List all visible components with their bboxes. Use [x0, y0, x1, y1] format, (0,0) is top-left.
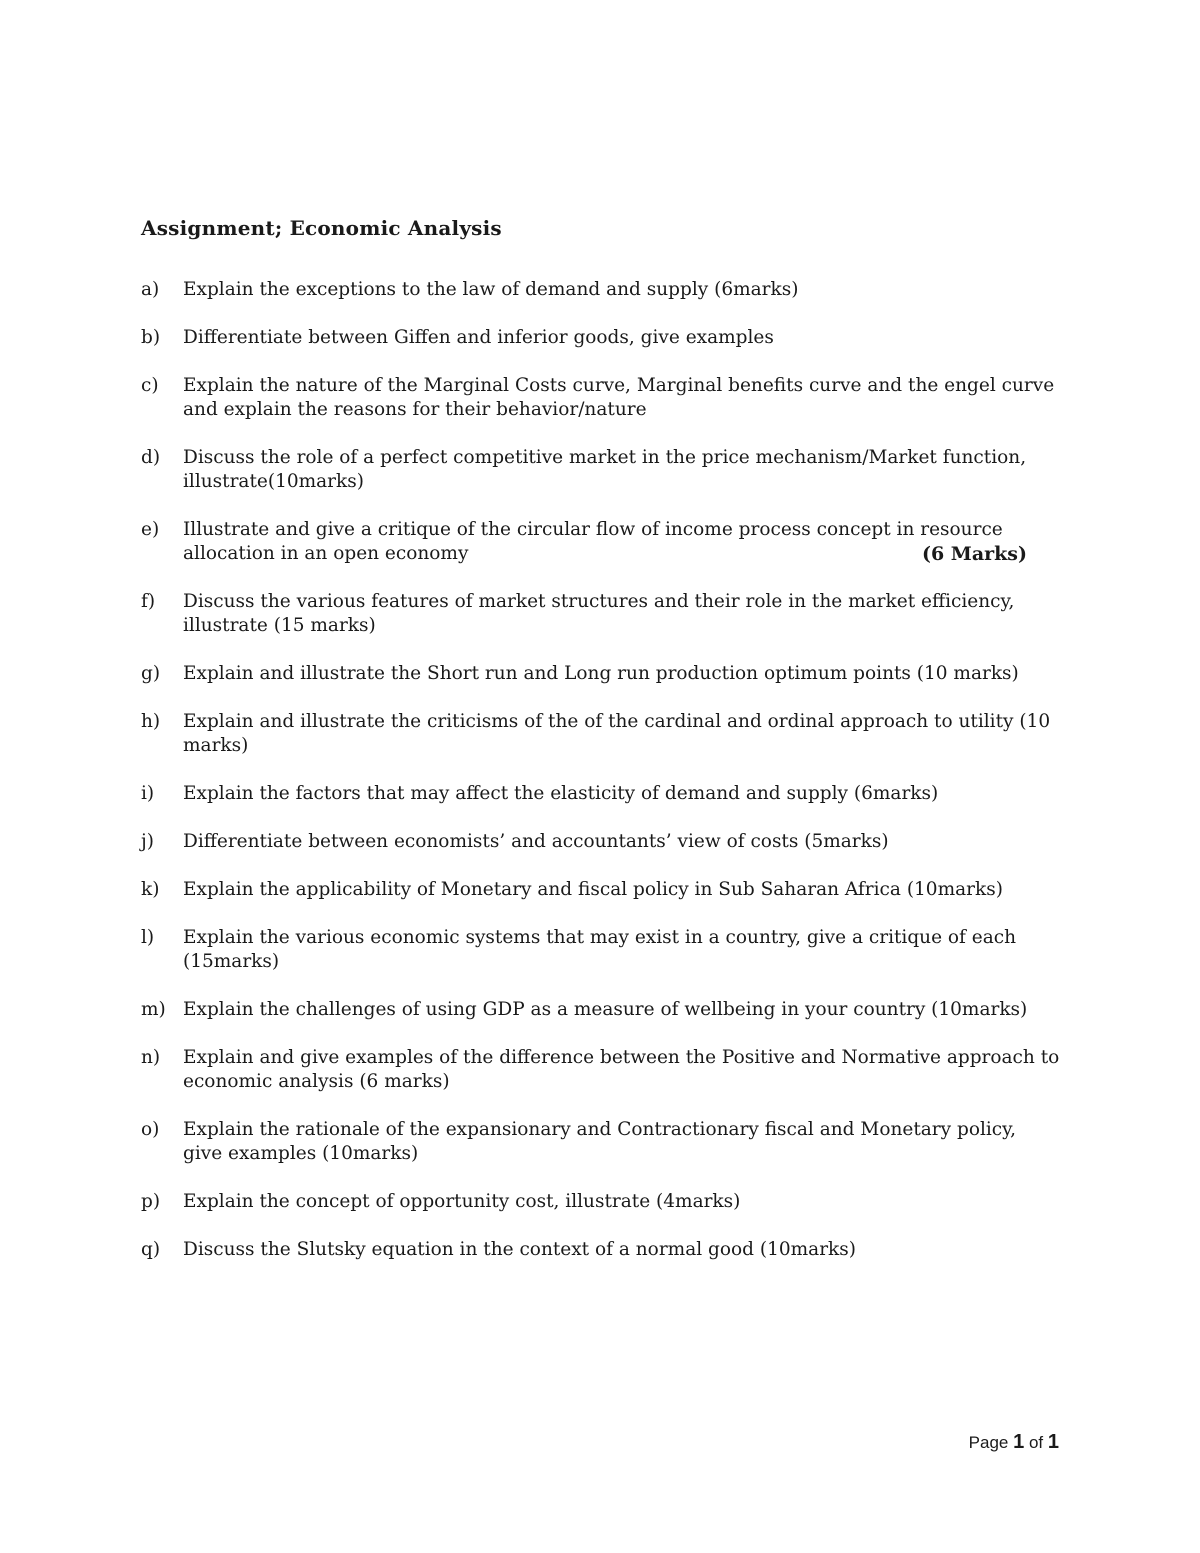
question-item	[141, 1118, 1061, 1166]
question-text: Discuss the Slutsky equation in the context of a normal good (10marks)	[183, 1239, 856, 1260]
question-item	[141, 1046, 1061, 1094]
question-text: Explain the applicability of Monetary and fiscal policy in Sub Saharan Africa (10marks)	[183, 879, 1003, 900]
question-letter: f)	[141, 591, 156, 612]
question-letter: q)	[141, 1239, 161, 1260]
total-pages-number: 1	[1047, 1431, 1059, 1453]
question-text: Explain the factors that may affect the elasticity of demand and supply (6marks)	[183, 783, 939, 804]
question-text: Differentiate between Giffen and inferior goods, give examples	[183, 327, 774, 348]
question-letter: c)	[141, 375, 159, 396]
question-item	[141, 998, 1061, 1022]
question-letter: p)	[141, 1191, 161, 1212]
question-item	[141, 662, 1061, 686]
question-letter: b)	[141, 327, 161, 348]
question-letter: i)	[141, 783, 155, 804]
question-letter: o)	[141, 1119, 160, 1140]
question-item	[141, 710, 1061, 758]
page-title: Assignment; Economic Analysis	[141, 216, 502, 240]
question-text: Explain and illustrate the Short run and Long run production optimum points (10 marks)	[183, 663, 1019, 684]
question-text: Explain the concept of opportunity cost, illustrate (4marks)	[183, 1191, 741, 1212]
question-marks: (6 Marks)	[921, 543, 1027, 565]
page-label: Page	[968, 1433, 1009, 1452]
question-text: Explain the various economic systems that may exist in a country, give a critique of each (15marks)	[183, 927, 1017, 972]
question-text: Differentiate between economists’ and accountants’ view of costs (5marks)	[183, 831, 889, 852]
question-text: Discuss the role of a perfect competitive market in the price mechanism/Market function, illustrate(10marks)	[183, 447, 1027, 492]
question-item	[141, 326, 1061, 350]
question-text: Discuss the various features of market structures and their role in the market efficiency, illustrate (15 marks)	[183, 591, 1015, 636]
question-letter: g)	[141, 663, 161, 684]
question-text: Explain the nature of the Marginal Costs curve, Marginal benefits curve and the engel curve and explain the reasons for their behavior/nature	[183, 375, 1055, 420]
question-text: Explain and give examples of the difference between the Positive and Normative approach to economic analysis (6 marks)	[183, 1047, 1060, 1092]
question-letter: l)	[141, 927, 155, 948]
question-item	[141, 830, 1061, 854]
question-item	[141, 374, 1061, 422]
question-letter: d)	[141, 447, 161, 468]
question-text: Illustrate and give a critique of the circular flow of income process concept in resource allocation in an open economy	[183, 519, 1003, 564]
question-item	[141, 590, 1061, 638]
question-item	[141, 782, 1061, 806]
question-text: Explain the exceptions to the law of demand and supply (6marks)	[183, 279, 799, 300]
current-page-number: 1	[1013, 1431, 1025, 1453]
of-label: of	[1028, 1433, 1044, 1452]
question-letter: a)	[141, 279, 160, 300]
question-letter: j)	[141, 831, 154, 852]
question-item	[141, 518, 1061, 566]
question-text: Explain the rationale of the expansionary and Contractionary fiscal and Monetary policy, give examples (10marks)	[183, 1119, 1017, 1164]
question-item	[141, 926, 1061, 974]
question-letter: n)	[141, 1047, 161, 1068]
question-letter: k)	[141, 879, 160, 900]
question-letter: h)	[141, 711, 161, 732]
question-item	[141, 878, 1061, 902]
question-item	[141, 446, 1061, 494]
question-list	[141, 278, 1061, 1286]
question-text: Explain the challenges of using GDP as a measure of wellbeing in your country (10marks)	[183, 999, 1028, 1020]
question-text: Explain and illustrate the criticisms of the of the cardinal and ordinal approach to utility (10 marks)	[183, 711, 1051, 756]
question-letter: m)	[141, 999, 166, 1020]
question-item	[141, 278, 1061, 302]
question-letter: e)	[141, 519, 160, 540]
question-item	[141, 1190, 1061, 1214]
question-item	[141, 1238, 1061, 1262]
page-footer	[969, 1431, 1059, 1454]
